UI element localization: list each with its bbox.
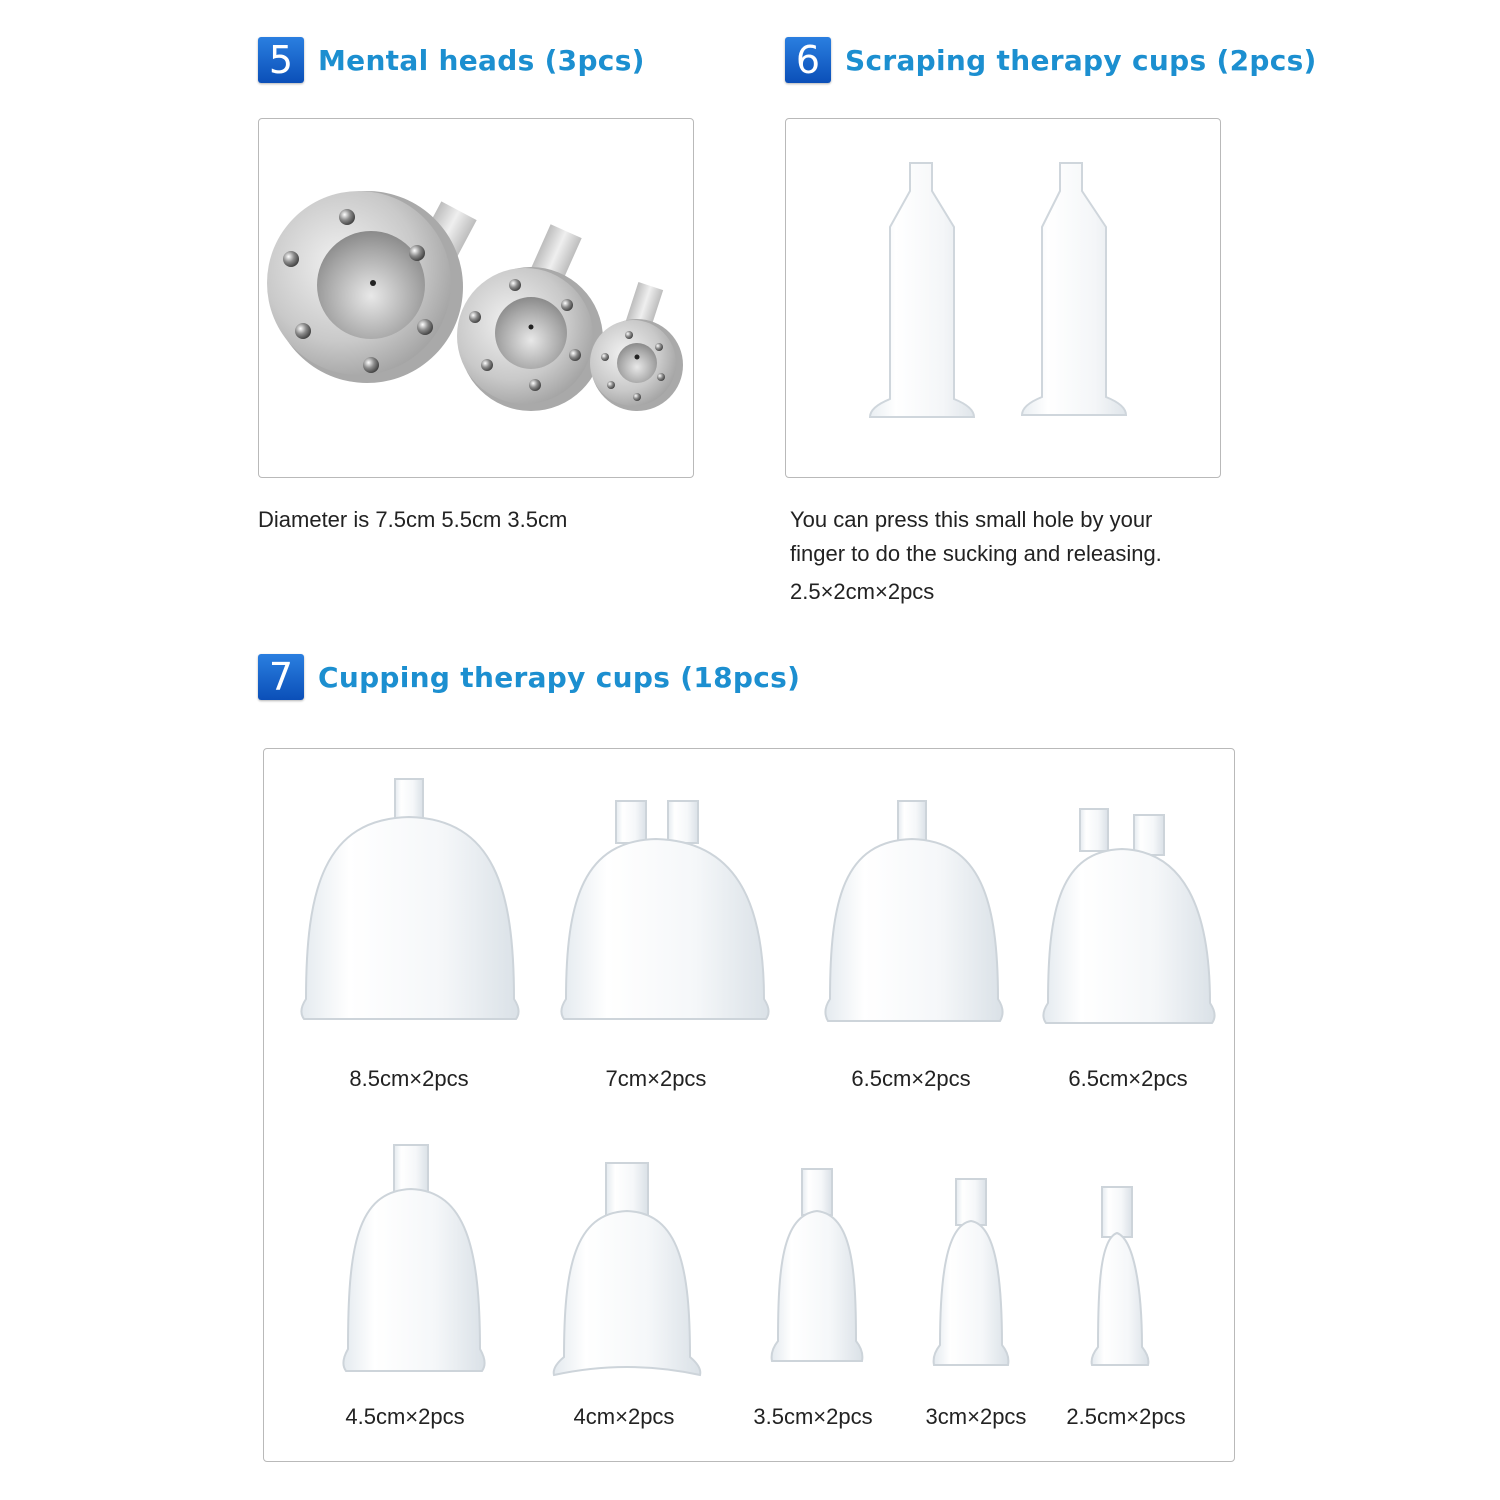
cup-size-label: 4.5cm×2pcs [345,1404,465,1429]
scraping-cups-image [785,118,1221,478]
caption-line: You can press this small hole by your [790,507,1153,532]
cup-size-label: 6.5cm×2pcs [1068,1066,1188,1091]
section-6-header [785,37,1317,83]
caption-line: 2.5×2cm×2pcs [790,579,935,604]
scraping-cups-caption [790,503,1162,609]
metal-heads-caption: Diameter is 7.5cm 5.5cm 3.5cm [258,507,568,532]
cup-size-label: 3cm×2pcs [925,1404,1027,1429]
cup-size-label: 2.5cm×2pcs [1066,1404,1186,1429]
caption-line: finger to do the sucking and releasing. [790,541,1162,566]
cup-size-label: 3.5cm×2pcs [753,1404,873,1429]
section-5-header [258,37,645,83]
cupping-cups-image [263,748,1235,1462]
section-title: Scraping therapy cups (2pcs) [845,43,1317,77]
section-number-badge: 5 [258,37,304,83]
metal-heads-image [258,118,694,478]
cup-size-label: 7cm×2pcs [605,1066,707,1091]
section-7-header [258,654,800,700]
section-title: Cupping therapy cups (18pcs) [318,660,801,694]
section-number-badge: 6 [785,37,831,83]
cup-size-label: 6.5cm×2pcs [851,1066,971,1091]
cup-size-label: 4cm×2pcs [573,1404,675,1429]
section-number-badge: 7 [258,654,304,700]
section-title: Mental heads (3pcs) [318,43,645,77]
cup-size-label: 8.5cm×2pcs [349,1066,469,1091]
